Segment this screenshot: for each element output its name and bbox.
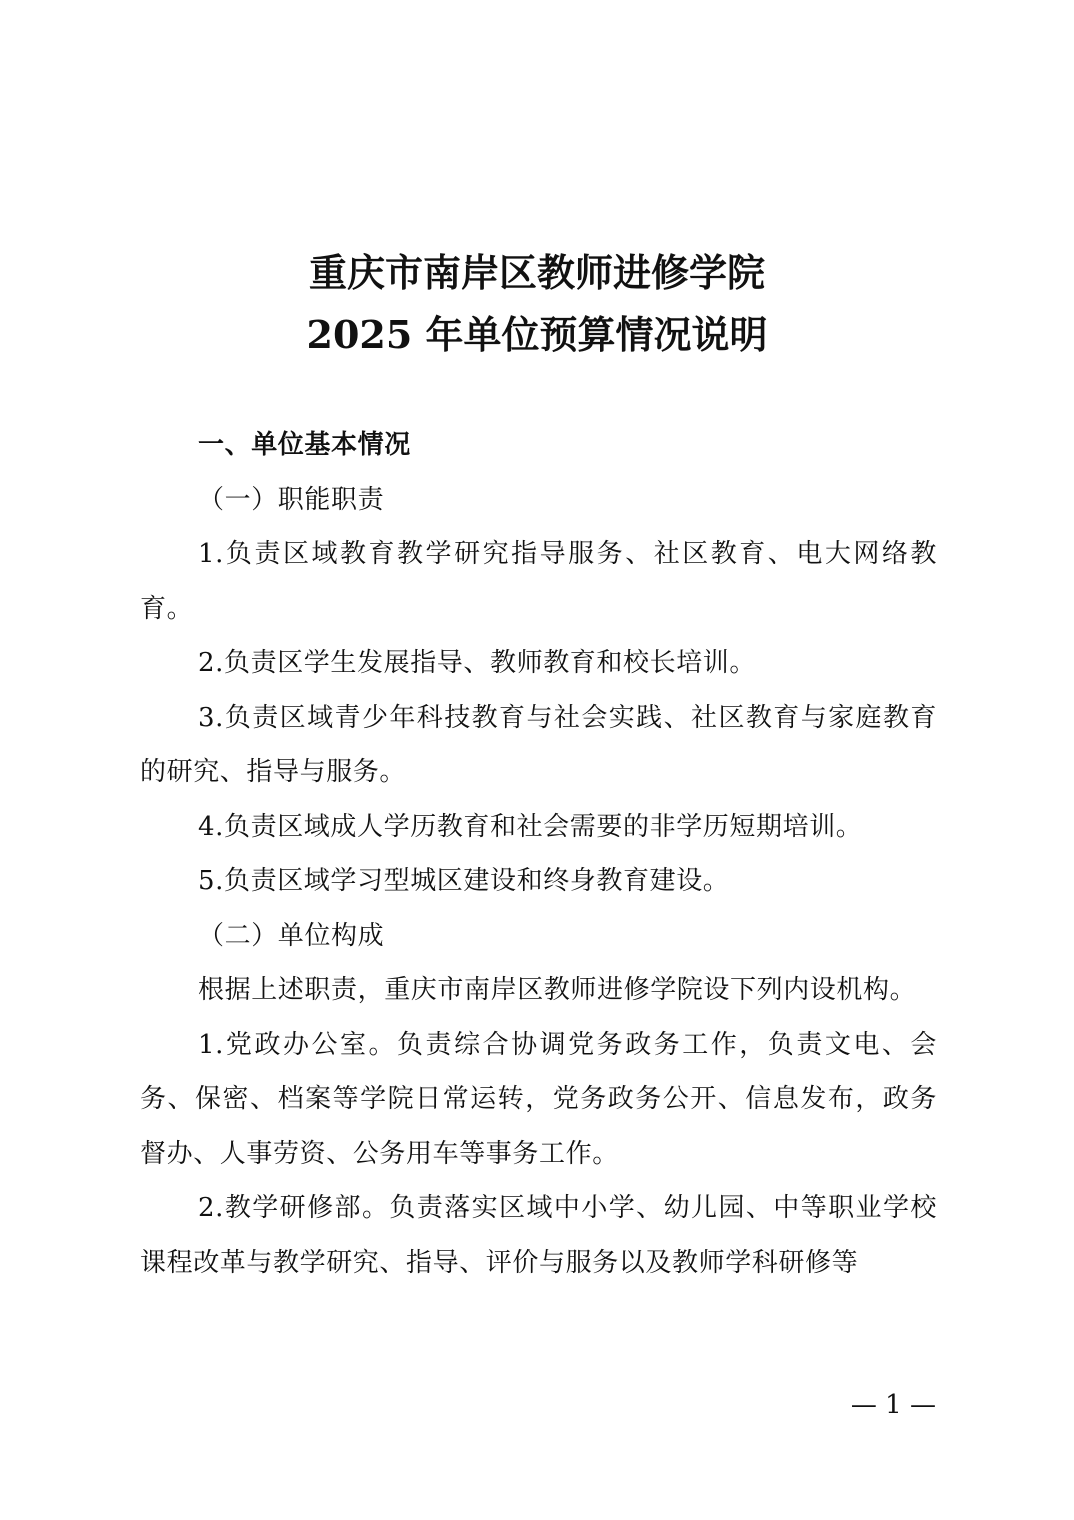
title-line-2: 2025 年单位预算情况说明 bbox=[306, 312, 768, 357]
function-item-2: 2.负责区学生发展指导、教师教育和校长培训。 bbox=[198, 648, 757, 678]
subsection-heading-composition: （二）单位构成 bbox=[198, 920, 385, 951]
page-number: — 1 — bbox=[850, 1390, 936, 1420]
function-item-4: 4.负责区域成人学历教育和社会需要的非学历短期培训。 bbox=[198, 811, 863, 842]
function-item-3: 3.负责区域青少年科技教育与社会实践、社区教育与家庭教育的研究、指导与服务。 bbox=[140, 702, 937, 787]
function-item-5: 5.负责区域学习型城区建设和终身教育建设。 bbox=[198, 866, 730, 896]
subsection-heading-functions: （一）职能职责 bbox=[198, 484, 385, 515]
document-title bbox=[0, 242, 1074, 366]
department-item-1: 1.党政办公室。负责综合协调党务政务工作，负责文电、会务、保密、档案等学院日常运转，党务政务公开、信息发布，政务督办、人事劳资、公务用车等事务工作。 bbox=[140, 1029, 937, 1169]
section-heading-basic-info: 一、单位基本情况 bbox=[198, 430, 411, 460]
function-item-1: 1.负责区域教育教学研究指导服务、社区教育、电大网络教育。 bbox=[140, 539, 937, 624]
title-line-1: 重庆市南岸区教师进修学院 bbox=[308, 250, 765, 295]
document-body bbox=[140, 418, 937, 1290]
department-item-2: 2.教学研修部。负责落实区域中小学、幼儿园、中等职业学校课程改革与教学研究、指导、评价与服务以及教师学科研修等 bbox=[140, 1193, 937, 1278]
composition-intro: 根据上述职责，重庆市南岸区教师进修学院设下列内设机构。 bbox=[198, 975, 917, 1005]
